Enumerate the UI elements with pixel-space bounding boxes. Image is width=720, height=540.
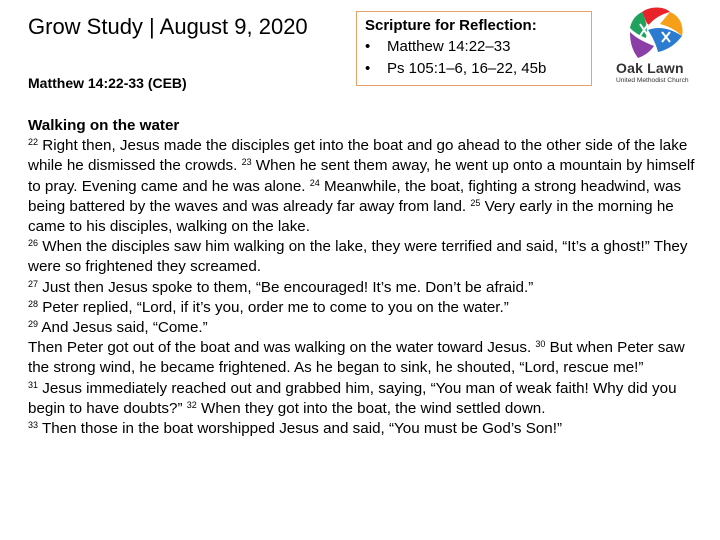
scripture-reflection-box — [356, 11, 592, 86]
reflection-item — [365, 36, 583, 58]
verse-text: Then Peter got out of the boat and was walking on the water toward Jesus. — [28, 339, 536, 357]
reflection-list — [365, 36, 583, 80]
verse-number: 27 — [28, 278, 39, 289]
verse-text: Jesus immediately reached out and grabbed him, saying, “You man of weak faith! Why did you begin to have doubts?” — [28, 379, 677, 417]
verse-paragraph — [28, 136, 708, 237]
church-logo — [616, 6, 708, 98]
verse-text: Just then Jesus spoke to them, “Be encouraged! It’s me. Don’t be afraid.” — [38, 278, 534, 296]
logo-name: Oak Lawn — [616, 60, 684, 76]
verse-number: 26 — [28, 238, 39, 249]
verse-number: 23 — [241, 157, 252, 168]
verse-number: 24 — [309, 177, 320, 188]
oak-lawn-logo-icon — [624, 6, 686, 62]
verse-text: When the disciples saw him walking on the lake, they were terrified and said, “It’s a ghost!” They were so frightened they screamed. — [28, 238, 688, 276]
verse-paragraph — [28, 419, 708, 439]
section-heading: Walking on the water — [28, 117, 180, 134]
verse-text: When he sent them away, he went up onto a mountain by himself to pray. Evening came and he was alone. — [28, 157, 695, 195]
bullet-icon: • — [365, 38, 371, 55]
verse-number: 33 — [28, 420, 39, 431]
verse-number: 30 — [535, 339, 546, 350]
reflection-item-label: Matthew 14:22–33 — [387, 38, 511, 55]
verse-paragraph — [28, 278, 708, 298]
verse-number: 22 — [28, 137, 39, 148]
bullet-icon: • — [365, 60, 371, 77]
reflection-item — [365, 58, 583, 80]
verse-paragraph — [28, 298, 708, 318]
verse-paragraph — [28, 338, 708, 378]
verse-text: And Jesus said, “Come.” — [38, 319, 208, 337]
verse-text: When they got into the boat, the wind settled down. — [196, 399, 546, 417]
reflection-heading: Scripture for Reflection: — [365, 17, 537, 34]
verse-text: Right then, Jesus made the disciples get into the boat and go ahead to the other side of the lake while he dismissed the crowds. — [28, 137, 688, 175]
verse-text: Very early in the morning he came to his disciples, walking on the lake. — [28, 197, 674, 236]
verse-number: 29 — [28, 319, 39, 330]
verse-number: 25 — [470, 197, 481, 208]
verse-text: But when Peter saw the strong wind, he became frightened. As he began to sink, he shouted, “Lord, rescue me!” — [28, 339, 685, 377]
verse-paragraph — [28, 237, 708, 277]
paragraph-list — [28, 136, 708, 439]
reflection-item-label: Ps 105:1–6, 16–22, 45b — [387, 60, 547, 77]
scripture-text — [28, 116, 708, 439]
verse-text: Peter replied, “Lord, if it’s you, order me to come to you on the water.” — [38, 298, 509, 316]
verse-number: 28 — [28, 298, 39, 309]
verse-number: 32 — [186, 399, 197, 410]
verse-number: 31 — [28, 379, 39, 390]
verse-paragraph — [28, 318, 708, 338]
page-title: Grow Study | August 9, 2020 — [28, 14, 308, 39]
verse-paragraph — [28, 379, 708, 419]
verse-text: Then those in the boat worshipped Jesus and said, “You must be God’s Son!” — [38, 420, 563, 438]
passage-reference: Matthew 14:22-33 (CEB) — [28, 75, 187, 91]
verse-text: Meanwhile, the boat, fighting a strong headwind, was being battered by the waves and was already far away from land. — [28, 177, 682, 215]
logo-subtitle: United Methodist Church — [616, 77, 689, 84]
